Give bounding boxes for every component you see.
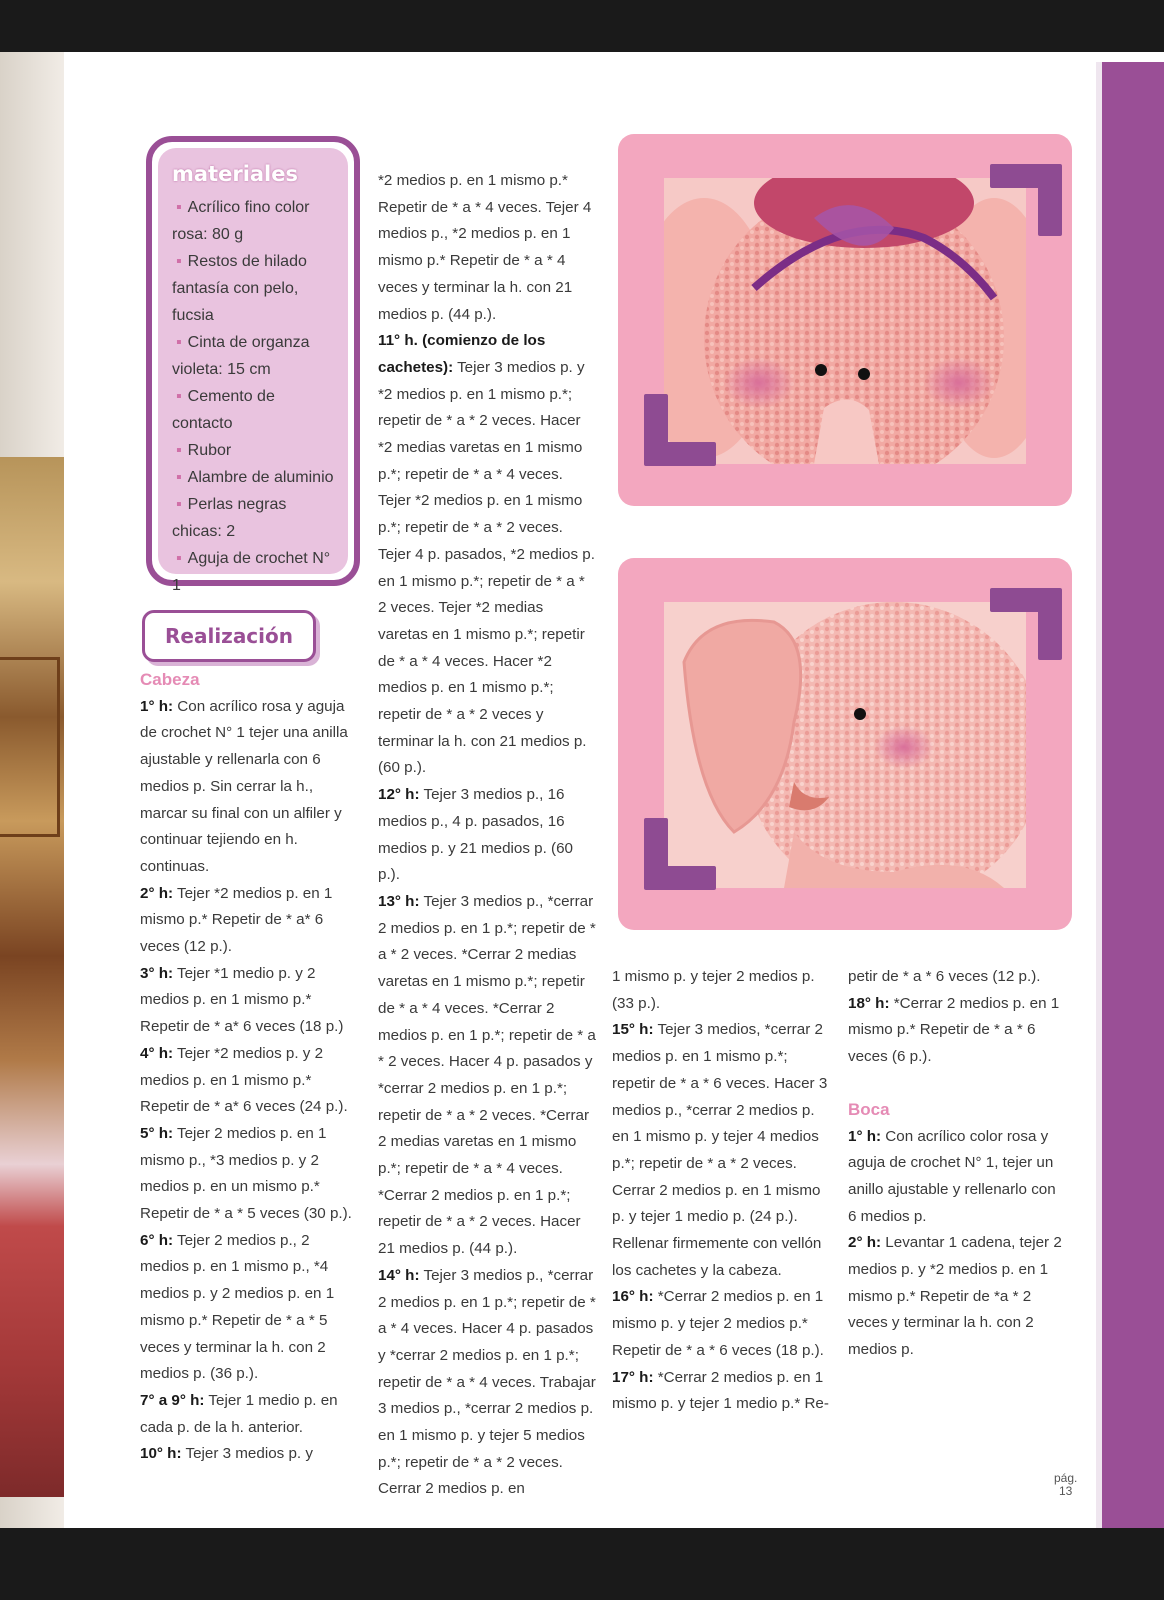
instruction-text: *Cerrar 2 medios p. en 1 mismo p.* Repetir de * a * 6 veces (6 p.). [848, 994, 1060, 1066]
row-label: 2° h: [848, 1234, 882, 1252]
bullet-icon: ▪ [176, 334, 182, 351]
materials-item [172, 437, 338, 464]
instruction-text: Tejer 3 medios, *cerrar 2 medios p. en 1 mismo p.*; repetir de * a * 6 veces. Hacer 3 medios p., *cerrar 2 medios p. en 1 mismo p. y tejer 4 medios p.*; repetir de * a * 2 veces. Cerrar 2 medios p. en 1 mismo p. y tejer 1 medio p. (24 p.). Rellenar firmemente con vellón los cachetes y la cabeza. [612, 1021, 828, 1279]
instruction-paragraph [378, 328, 596, 782]
row-label: 15° h: [612, 1021, 654, 1039]
instruction-paragraph [378, 782, 596, 889]
instruction-paragraph [378, 1263, 596, 1503]
section-heading-boca: Boca [848, 1099, 890, 1119]
text-column-1 [140, 667, 356, 1468]
text-column-3 [612, 964, 832, 1418]
materials-item-text: Cinta de organza violeta: 15 cm [172, 334, 310, 378]
materials-list [172, 194, 338, 599]
bullet-icon: ▪ [176, 253, 182, 270]
instruction-text: Tejer 3 medios p., *cerrar 2 medios p. en 1 p.*; repetir de * a * 4 veces. Hacer 4 p. pasados y *cerrar 2 medios p. en 1 p.*; repetir de * a * 4 veces. Trabajar 3 medios p., *cerrar 2 medios p. en 1 mismo p. y tejer 5 medios p.*; repetir de * a * 2 veces. Cerrar 2 medios p. en [378, 1266, 596, 1498]
text-column-2 [378, 168, 596, 1503]
instruction-paragraph [848, 1230, 1066, 1364]
materials-item [172, 545, 338, 599]
row-label: 3° h: [140, 964, 174, 982]
bullet-icon: ▪ [176, 442, 182, 459]
row-label: 5° h: [140, 1124, 174, 1142]
corner-bracket-bottom-left [640, 390, 720, 470]
realizacion-title: Realización [142, 610, 316, 662]
instruction-paragraph [140, 1441, 356, 1468]
materials-item-text: Aguja de crochet N° 1 [172, 550, 331, 594]
materials-item [172, 194, 338, 248]
bullet-icon: ▪ [176, 469, 182, 486]
materials-box [146, 136, 360, 594]
materials-item-text: Cemento de contacto [172, 388, 275, 432]
instruction-text: 1 mismo p. y tejer 2 medios p. (33 p.). [612, 968, 815, 1012]
section-heading-cabeza: Cabeza [140, 670, 200, 689]
instruction-text: Con acrílico color rosa y aguja de crochet N° 1, tejer un anillo ajustable y rellenarlo con 6 medios p. [848, 1127, 1056, 1225]
instruction-text: Tejer 2 medios p., 2 medios p. en 1 mismo p., *4 medios p. y 2 medios p. en 1 mismo p.* Repetir de * a * 5 veces y terminar la h. con 2 medios p. (36 p.). [140, 1231, 335, 1383]
page-number: pág. 13 [1054, 1471, 1078, 1498]
instruction-paragraph [140, 694, 356, 881]
row-label: 11° h. (comienzo de los cachetes): [378, 332, 546, 376]
bullet-icon: ▪ [176, 388, 182, 405]
bullet-icon: ▪ [176, 550, 182, 567]
bullet-icon: ▪ [176, 199, 182, 216]
corner-bracket-bottom-left [640, 814, 720, 894]
instruction-paragraph [140, 961, 356, 1041]
materials-item-text: Restos de hilado fantasía con pelo, fucsia [172, 253, 307, 324]
corner-bracket-top-right [986, 160, 1066, 240]
instruction-text: Tejer *2 medios p. y 2 medios p. en 1 mismo p.* Repetir de * a* 6 veces (24 p.). [140, 1044, 348, 1116]
row-label: 2° h: [140, 884, 174, 902]
row-label: 13° h: [378, 892, 420, 910]
instruction-text: Con acrílico rosa y aguja de crochet N° 1 tejer una anilla ajustable y rellenarla con 6 medios p. Sin cerrar la h., marcar su final con un alfiler y continuar tejiendo en h. continuas. [140, 697, 348, 875]
instruction-paragraph [848, 991, 1066, 1071]
instruction-text: Tejer 3 medios p., 16 medios p., 4 p. pasados, 16 medios p. y 21 medios p. (60 p.). [378, 786, 574, 884]
materials-title: materiales [172, 162, 298, 186]
instruction-paragraph [140, 881, 356, 961]
materials-item-text: Acrílico fino color rosa: 80 g [172, 199, 310, 243]
instruction-text: *2 medios p. en 1 mismo p.* Repetir de * a * 4 veces. Tejer 4 medios p., *2 medios p. en 1 mismo p.* Repetir de * a * 4 veces y terminar la h. con 21 medios p. (44 p.). [378, 172, 592, 323]
left-page-illustration [0, 457, 64, 1497]
instruction-paragraph [378, 889, 596, 1263]
bullet-icon: ▪ [176, 496, 182, 513]
instruction-paragraph [612, 1365, 832, 1418]
instruction-paragraph [612, 1284, 832, 1364]
row-label: 14° h: [378, 1266, 420, 1284]
instruction-paragraph [140, 1121, 356, 1228]
row-label: 16° h: [612, 1288, 654, 1306]
row-label: 1° h: [140, 697, 174, 715]
row-label: 7° a 9° h: [140, 1391, 205, 1409]
instruction-text: Tejer 2 medios p. en 1 mismo p., *3 medios p. y 2 medios p. en un mismo p.* Repetir de * a * 5 veces (30 p.). [140, 1124, 352, 1223]
row-label: 1° h: [848, 1127, 882, 1145]
magazine-page [0, 52, 1164, 1528]
materials-item-text: Perlas negras chicas: 2 [172, 496, 287, 540]
materials-item [172, 464, 338, 491]
instruction-paragraph [848, 964, 1066, 991]
instruction-text: Tejer 3 medios p. y [181, 1445, 313, 1463]
instruction-paragraph [140, 1388, 356, 1441]
materials-item [172, 329, 338, 383]
instruction-paragraph [140, 1041, 356, 1121]
instruction-text: *Cerrar 2 medios p. en 1 mismo p. y tejer 2 medios p.* Repetir de * a * 6 veces (18 p.). [612, 1288, 824, 1359]
text-column-4 [848, 964, 1066, 1364]
row-label: 18° h: [848, 994, 890, 1012]
materials-item-text: Alambre de aluminio [187, 469, 334, 486]
materials-item [172, 248, 338, 329]
instruction-text: Levantar 1 cadena, tejer 2 medios p. y *2 medios p. en 1 mismo p.* Repetir de *a * 2 veces y terminar la h. con 2 medios p. [848, 1234, 1062, 1359]
row-label: 10° h: [140, 1445, 182, 1463]
instruction-text: Tejer *1 medio p. y 2 medios p. en 1 mismo p.* Repetir de * a* 6 veces (18 p.) [140, 964, 344, 1036]
row-label: 4° h: [140, 1044, 174, 1062]
instruction-paragraph [378, 168, 596, 328]
corner-bracket-top-right [986, 584, 1066, 664]
instruction-text: *Cerrar 2 medios p. en 1 mismo p. y tejer 1 medio p.* Re- [612, 1368, 829, 1413]
photo-frame-side [618, 558, 1072, 930]
instruction-text: Tejer 3 medios p. y *2 medios p. en 1 mismo p.*; repetir de * a * 2 veces. Hacer *2 medias varetas en 1 mismo p.*; repetir de * a * 4 veces. Tejer *2 medios p. en 1 mismo p.*; repetir de * a * 2 veces. Tejer 4 p. pasados, *2 medios p. en 1 mismo p.*; repetir de * a * 2 veces. Tejer *2 medias varetas en 1 mismo p.*; repetir de * a * 4 veces. Hacer *2 medios p. en 1 mismo p.*; repetir de * a * 2 veces y terminar la h. con 21 medios p. (60 p.). [378, 358, 595, 777]
instruction-paragraph [140, 1228, 356, 1388]
photo-frame-front [618, 134, 1072, 506]
row-label: 12° h: [378, 786, 420, 804]
row-label: 17° h: [612, 1368, 654, 1386]
instruction-paragraph [612, 1017, 832, 1284]
instruction-paragraph [848, 1124, 1066, 1231]
materials-item [172, 383, 338, 437]
instruction-text: Tejer 1 medio p. en cada p. de la h. anterior. [140, 1391, 338, 1436]
instruction-text: Tejer 3 medios p., *cerrar 2 medios p. en 1 p.*; repetir de * a * 2 veces. *Cerrar 2 medias varetas en 1 mismo p.*; repetir de * a * 4 veces. *Cerrar 2 medios p. en 1 p.*; repetir de * a * 2 veces. Hacer 4 p. pasados y *cerrar 2 medios p. en 1 p.*; repetir de * a * 2 veces. *Cerrar 2 medias varetas en 1 mismo p.*; repetir de * a * 4 veces. *Cerrar 2 medios p. en 1 p.*; repetir de * a * 2 veces. Hacer 21 medios p. (44 p.). [378, 892, 596, 1258]
instruction-text: Tejer *2 medios p. en 1 mismo p.* Repetir de * a* 6 veces (12 p.). [140, 884, 333, 956]
row-label: 6° h: [140, 1231, 174, 1249]
materials-item-text: Rubor [187, 442, 232, 459]
materials-item [172, 491, 338, 545]
instruction-paragraph [612, 964, 832, 1017]
instruction-text: petir de * a * 6 veces (12 p.). [848, 968, 1041, 985]
right-purple-bar [1102, 62, 1164, 1528]
